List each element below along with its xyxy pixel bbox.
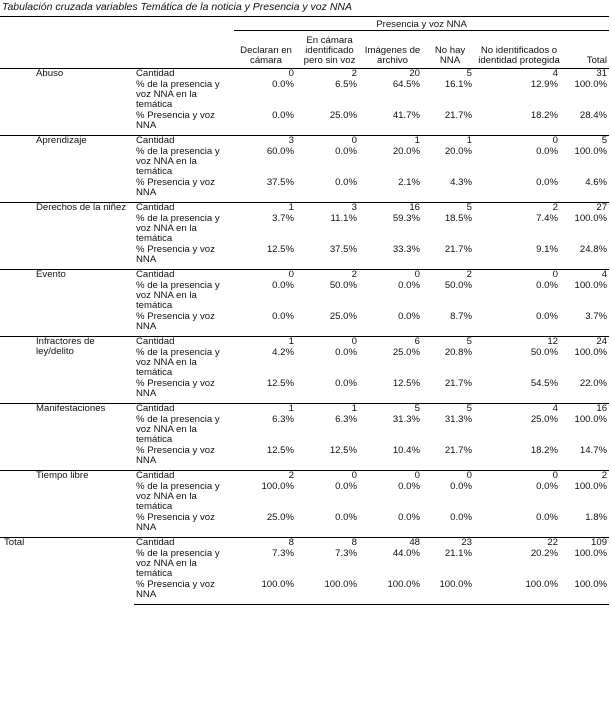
value-cell: 0 <box>361 270 424 282</box>
value-cell: 4 <box>552 68 559 79</box>
row-indent <box>0 404 32 471</box>
stat-label: % Presencia y voz NNA <box>136 245 215 265</box>
value-cell: 11.1% <box>330 214 358 224</box>
value-cell: 22 <box>476 538 562 550</box>
value-cell: 0.0% <box>536 281 559 291</box>
stat-label: Cantidad <box>134 136 234 148</box>
value-cell: 41.7% <box>392 111 421 121</box>
total-cell: 100.0% <box>574 482 608 492</box>
value-cell: 2 <box>476 203 562 215</box>
category-label: Derechos de la niñez <box>32 203 134 270</box>
value-cell: 0 <box>298 471 361 483</box>
stat-label: % Presencia y voz NNA <box>136 513 215 533</box>
value-cell: 0.0% <box>398 312 421 322</box>
column-header: No hay NNA <box>424 31 476 69</box>
value-cell: 4.3% <box>450 178 473 188</box>
value-cell: 0 <box>288 68 295 79</box>
column-header-total: Total <box>562 31 609 69</box>
stat-label: Cantidad <box>136 68 175 79</box>
row-indent <box>0 136 32 203</box>
category-label: Aprendizaje <box>32 136 134 203</box>
column-header: No identificados o identidad protegida <box>476 31 562 69</box>
value-cell: 0 <box>476 136 562 148</box>
value-cell: 20.0% <box>444 147 473 157</box>
value-cell: 3.7% <box>272 214 295 224</box>
value-cell: 50.0% <box>444 281 473 291</box>
value-cell: 0.0% <box>335 147 358 157</box>
value-cell: 48 <box>361 538 424 550</box>
value-cell: 0.0% <box>272 111 295 121</box>
total-cell: 28.4% <box>579 111 608 121</box>
total-cell: 16 <box>562 404 609 416</box>
value-cell: 0.0% <box>272 312 295 322</box>
stat-label: % de la presencia y voz NNA en la temática <box>136 80 220 110</box>
header-group-row <box>0 17 609 31</box>
stat-label: Cantidad <box>134 471 234 483</box>
value-cell: 12 <box>476 337 562 349</box>
category-label: Abuso <box>36 68 64 79</box>
value-cell: 0.0% <box>335 348 358 358</box>
row-indent <box>0 471 32 538</box>
value-cell: 25.0% <box>530 415 559 425</box>
stat-label: % Presencia y voz NNA <box>136 178 215 198</box>
value-cell: 0 <box>298 136 361 148</box>
value-cell: 21.7% <box>444 111 473 121</box>
header-columns-row <box>0 31 609 69</box>
value-cell: 5 <box>424 203 476 215</box>
value-cell: 18.2% <box>530 111 559 121</box>
value-cell: 6.3% <box>272 415 295 425</box>
stat-label: Cantidad <box>134 270 234 282</box>
value-cell: 2 <box>424 270 476 282</box>
value-cell: 59.3% <box>392 214 421 224</box>
value-cell: 20.8% <box>444 348 473 358</box>
total-cell: 109 <box>562 538 609 550</box>
total-cell: 3.7% <box>585 312 608 322</box>
value-cell: 4 <box>476 404 562 416</box>
value-cell: 2 <box>298 270 361 282</box>
row-indent <box>0 270 32 337</box>
table-row <box>0 270 609 282</box>
value-cell: 0 <box>361 471 424 483</box>
value-cell: 12.5% <box>329 446 358 456</box>
value-cell: 12.5% <box>266 446 295 456</box>
stat-label: % Presencia y voz NNA <box>134 580 234 605</box>
category-label: Infractores de ley/delito <box>32 337 134 404</box>
category-label: Tiempo libre <box>32 471 134 538</box>
value-cell: 0.0% <box>450 513 473 523</box>
total-cell: 100.0% <box>574 348 608 358</box>
stat-label: Cantidad <box>134 404 234 416</box>
column-header: Imágenes de archivo <box>361 31 424 69</box>
value-cell: 25.0% <box>392 348 421 358</box>
value-cell: 6.3% <box>335 415 358 425</box>
value-cell: 12.5% <box>266 379 295 389</box>
value-cell: 5 <box>424 337 476 349</box>
value-cell: 0.0% <box>536 482 559 492</box>
column-header: En cámara identificado pero sin voz <box>298 31 361 69</box>
value-cell: 16 <box>361 203 424 215</box>
row-indent <box>0 337 32 404</box>
value-cell: 21.7% <box>444 379 473 389</box>
value-cell: 0.0% <box>536 513 559 523</box>
total-cell: 100.0% <box>574 415 608 425</box>
value-cell: 0.0% <box>335 482 358 492</box>
stat-label: % Presencia y voz NNA <box>136 111 215 131</box>
table-row <box>0 404 609 416</box>
value-cell: 12.5% <box>392 379 421 389</box>
total-cell: 1.8% <box>585 513 608 523</box>
value-cell: 0 <box>424 471 476 483</box>
row-indent <box>0 69 32 136</box>
stat-label: % Presencia y voz NNA <box>136 379 215 399</box>
value-cell: 25.0% <box>329 312 358 322</box>
value-cell: 0.0% <box>398 513 421 523</box>
value-cell: 33.3% <box>392 245 421 255</box>
stat-label: Cantidad <box>134 203 234 215</box>
table-row <box>0 538 609 550</box>
value-cell: 1 <box>361 136 424 148</box>
value-cell: 20.2% <box>530 549 559 559</box>
value-cell: 18.5% <box>444 214 473 224</box>
value-cell: 5 <box>424 404 476 416</box>
value-cell: 37.5% <box>266 178 295 188</box>
value-cell: 100.0% <box>298 580 361 605</box>
value-cell: 0 <box>298 337 361 349</box>
value-cell: 100.0% <box>424 580 476 605</box>
value-cell: 2 <box>351 68 358 79</box>
value-cell: 0.0% <box>536 178 559 188</box>
value-cell: 100.0% <box>361 580 424 605</box>
category-label: Evento <box>32 270 134 337</box>
table-row <box>0 471 609 483</box>
total-cell: 24.8% <box>579 245 608 255</box>
total-cell: 100.0% <box>574 549 608 559</box>
stat-label: % Presencia y voz NNA <box>136 446 215 466</box>
total-cell: 100.0% <box>574 214 608 224</box>
value-cell: 18.2% <box>530 446 559 456</box>
value-cell: 0 <box>234 270 298 282</box>
value-cell: 10.4% <box>392 446 421 456</box>
stat-label: % de la presencia y voz NNA en la temática <box>136 281 220 311</box>
value-cell: 2 <box>234 471 298 483</box>
total-cell: 4 <box>562 270 609 282</box>
value-cell: 16.1% <box>444 80 473 90</box>
value-cell: 31.3% <box>392 415 421 425</box>
value-cell: 0.0% <box>272 281 295 291</box>
value-cell: 6 <box>361 337 424 349</box>
value-cell: 20 <box>409 68 421 79</box>
value-cell: 100.0% <box>234 580 298 605</box>
value-cell: 0 <box>476 270 562 282</box>
crosstab-table <box>0 16 609 605</box>
value-cell: 8.7% <box>450 312 473 322</box>
value-cell: 0.0% <box>536 147 559 157</box>
value-cell: 3 <box>234 136 298 148</box>
value-cell: 0.0% <box>536 312 559 322</box>
value-cell: 6.5% <box>335 80 358 90</box>
value-cell: 1 <box>234 404 298 416</box>
value-cell: 100.0% <box>261 482 295 492</box>
value-cell: 50.0% <box>329 281 358 291</box>
value-cell: 20.0% <box>392 147 421 157</box>
value-cell: 0.0% <box>398 482 421 492</box>
value-cell: 0 <box>476 471 562 483</box>
value-cell: 100.0% <box>476 580 562 605</box>
stat-label: % de la presencia y voz NNA en la temática <box>136 147 220 177</box>
value-cell: 3 <box>298 203 361 215</box>
value-cell: 1 <box>298 404 361 416</box>
total-cell: 27 <box>562 203 609 215</box>
table-row <box>0 69 609 81</box>
value-cell: 21.7% <box>444 446 473 456</box>
column-header: Declaran en cámara <box>234 31 298 69</box>
stat-label: % de la presencia y voz NNA en la temática <box>136 549 220 579</box>
value-cell: 5 <box>466 68 473 79</box>
value-cell: 12.5% <box>266 245 295 255</box>
total-cell: 5 <box>562 136 609 148</box>
total-cell: 31 <box>596 68 608 79</box>
stat-label: % de la presencia y voz NNA en la temática <box>136 214 220 244</box>
value-cell: 0.0% <box>335 379 358 389</box>
value-cell: 23 <box>424 538 476 550</box>
value-cell: 0.0% <box>272 80 295 90</box>
total-cell: 100.0% <box>562 580 609 605</box>
value-cell: 1 <box>234 203 298 215</box>
value-cell: 0.0% <box>335 178 358 188</box>
stat-label: Cantidad <box>134 337 234 349</box>
total-cell: 2 <box>562 471 609 483</box>
value-cell: 25.0% <box>329 111 358 121</box>
value-cell: 50.0% <box>530 348 559 358</box>
value-cell: 31.3% <box>444 415 473 425</box>
total-cell: 100.0% <box>574 281 608 291</box>
stat-label: % de la presencia y voz NNA en la temática <box>136 348 220 378</box>
total-cell: 100.0% <box>574 80 608 90</box>
value-cell: 21.1% <box>444 549 473 559</box>
table-row <box>0 203 609 215</box>
value-cell: 64.5% <box>392 80 421 90</box>
total-label: Total <box>0 538 134 605</box>
total-cell: 14.7% <box>579 446 608 456</box>
value-cell: 8 <box>234 538 298 550</box>
value-cell: 44.0% <box>392 549 421 559</box>
total-cell: 4.6% <box>585 178 608 188</box>
value-cell: 5 <box>361 404 424 416</box>
value-cell: 1 <box>234 337 298 349</box>
value-cell: 0.0% <box>398 281 421 291</box>
value-cell: 9.1% <box>536 245 559 255</box>
value-cell: 21.7% <box>444 245 473 255</box>
value-cell: 2.1% <box>398 178 421 188</box>
value-cell: 4.2% <box>272 348 295 358</box>
stat-label: Cantidad <box>134 538 234 550</box>
value-cell: 0.0% <box>450 482 473 492</box>
value-cell: 54.5% <box>530 379 559 389</box>
value-cell: 12.9% <box>530 80 559 90</box>
header-group-label: Presencia y voz NNA <box>234 17 609 31</box>
stat-label: % de la presencia y voz NNA en la temática <box>136 415 220 445</box>
value-cell: 7.4% <box>536 214 559 224</box>
value-cell: 1 <box>424 136 476 148</box>
table-title: Tabulación cruzada variables Temática de la noticia y Presencia y voz NNA <box>2 1 352 13</box>
total-cell: 22.0% <box>579 379 608 389</box>
value-cell: 8 <box>298 538 361 550</box>
stat-label: % de la presencia y voz NNA en la temática <box>136 482 220 512</box>
value-cell: 0.0% <box>335 513 358 523</box>
value-cell: 25.0% <box>266 513 295 523</box>
total-cell: 24 <box>562 337 609 349</box>
category-label: Manifestaciones <box>32 404 134 471</box>
table-row <box>0 136 609 148</box>
stat-label: % Presencia y voz NNA <box>136 312 215 332</box>
value-cell: 60.0% <box>266 147 295 157</box>
row-indent <box>0 203 32 270</box>
table-row <box>0 337 609 349</box>
total-cell: 100.0% <box>574 147 608 157</box>
value-cell: 7.3% <box>335 549 358 559</box>
value-cell: 37.5% <box>329 245 358 255</box>
value-cell: 7.3% <box>272 549 295 559</box>
